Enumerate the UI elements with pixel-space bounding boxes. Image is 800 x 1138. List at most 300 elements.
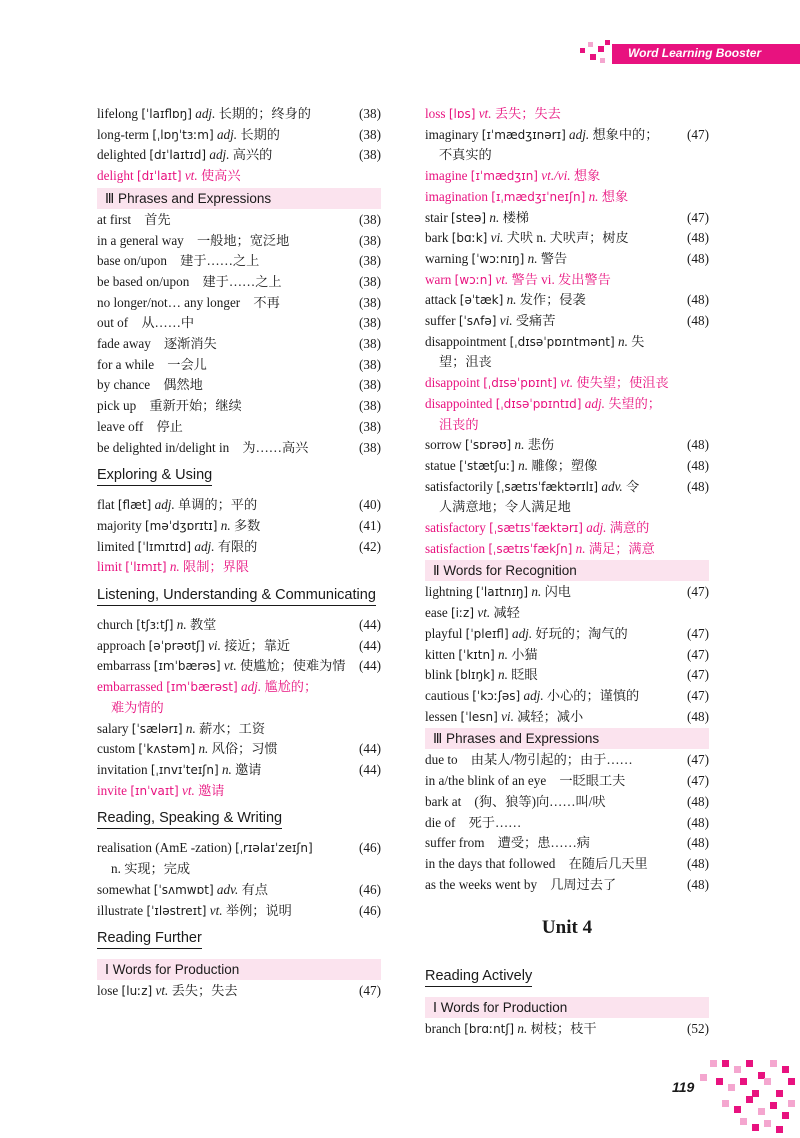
pixel-decoration	[770, 1060, 777, 1067]
phrase-entry	[97, 417, 381, 438]
part-of-speech: n.	[176, 617, 187, 633]
phrase-entry	[425, 750, 709, 771]
phonetic: [ˌsætɪsˈfækʃn]	[488, 541, 573, 556]
meaning: 树枝；枝干	[530, 1021, 597, 1037]
page-ref: (42)	[359, 538, 381, 554]
phonetic: [ɪˌmædʒɪˈneɪʃn]	[491, 189, 586, 204]
meaning-continued: 人满意地；令人满足地	[439, 499, 571, 515]
headword: church	[97, 617, 133, 633]
part-of-speech: vt.	[560, 375, 574, 391]
page-ref: (47)	[687, 625, 709, 641]
headword: blink	[425, 667, 453, 683]
headword: stair	[425, 209, 448, 225]
part-of-speech: n.	[517, 1021, 528, 1037]
meaning: 楼梯	[502, 209, 529, 225]
word-entry	[425, 270, 709, 291]
phrase-text: suffer from 遭受；患……病	[425, 835, 590, 851]
phonetic: [ˈɪləstreɪt]	[146, 903, 207, 918]
entry-text	[97, 104, 347, 125]
phonetic: [ˌdɪsəˈpɒɪnt]	[483, 376, 557, 391]
entry-text	[97, 145, 347, 166]
headword: imaginary	[425, 126, 479, 142]
page-ref: (48)	[687, 478, 709, 494]
page-ref: (38)	[359, 211, 381, 227]
page-ref: (48)	[687, 876, 709, 892]
meaning: 令	[626, 478, 640, 494]
meaning: 想象	[601, 188, 629, 204]
meaning: 单调的；平的	[178, 497, 258, 513]
pixel-decoration	[722, 1100, 729, 1107]
phrase-entry	[97, 272, 381, 293]
phrase-entry	[97, 210, 381, 231]
page-ref: (48)	[687, 855, 709, 871]
headword: illustrate	[97, 902, 144, 918]
headword: suffer	[425, 313, 456, 329]
phonetic: [ˌlɒŋˈtɜːm]	[152, 127, 214, 142]
headword: disappointed	[425, 395, 493, 411]
phonetic: [ˈkɔːʃəs]	[472, 688, 521, 703]
phrase-entry	[97, 438, 381, 459]
section-reading-actively: Reading Actively	[425, 967, 532, 987]
entry-text	[97, 656, 347, 677]
meaning-continued: 望；沮丧	[439, 354, 492, 370]
phrase-entry	[425, 833, 709, 854]
part-of-speech: adj.	[216, 126, 238, 142]
meaning: 尴尬的；	[264, 679, 318, 695]
pixel-decoration	[710, 1060, 717, 1067]
page-ref: (48)	[687, 230, 709, 246]
phonetic: [ˈwɔːnɪŋ]	[471, 251, 525, 266]
entry-text	[425, 373, 675, 394]
part-of-speech: n.	[617, 333, 628, 349]
word-entry	[425, 332, 709, 373]
headword: long-term	[97, 126, 150, 142]
part-of-speech: adv.	[216, 881, 239, 897]
page-ref: (48)	[687, 437, 709, 453]
pixel-decoration	[722, 1060, 729, 1067]
meaning: 受痛苦	[515, 313, 556, 329]
entry-text	[97, 166, 347, 187]
entry-text	[425, 332, 675, 353]
part-of-speech: vi.	[490, 230, 504, 246]
word-entry	[97, 125, 381, 146]
unit-title: Unit 4	[541, 917, 593, 939]
phonetic: [ˈsɒrəʊ]	[464, 438, 512, 453]
phonetic: [luːz]	[121, 984, 153, 999]
page-ref: (38)	[359, 253, 381, 269]
word-entry	[425, 477, 709, 518]
phrase-entry	[425, 792, 709, 813]
phonetic: [ˈkɪtn]	[458, 647, 495, 662]
phonetic: [ɪnˈvaɪt]	[130, 783, 179, 798]
pixel-decoration	[752, 1090, 759, 1097]
headword: playful	[425, 625, 463, 641]
word-entry	[425, 435, 709, 456]
phrase-text: fade away 逐渐消失	[97, 336, 217, 352]
meaning: 警告 vi. 发出警告	[511, 271, 611, 287]
entry-text	[425, 187, 675, 208]
phonetic: [ɪmˈbærəst]	[166, 680, 238, 695]
phonetic: [bɑːk]	[451, 231, 488, 246]
band-production: Ⅰ Words for Production	[425, 997, 709, 1018]
pixel-decoration	[605, 40, 610, 45]
meaning: 丢失；失去	[494, 106, 561, 121]
meaning: 邀请	[235, 761, 262, 777]
entry-text	[425, 624, 675, 645]
entry-text	[425, 707, 675, 728]
phrase-entry	[97, 334, 381, 355]
meaning: 好玩的；淘气的	[535, 625, 628, 641]
meaning: 教堂	[189, 617, 217, 633]
section-further: Reading Further	[97, 929, 202, 949]
headword: satisfactory	[425, 520, 486, 536]
meaning: 使失望；使沮丧	[576, 375, 669, 391]
entry-text	[425, 645, 675, 666]
headword: statue	[425, 457, 456, 473]
word-entry	[97, 615, 381, 636]
headword: embarrass	[97, 658, 151, 674]
phonetic: [dɪˈlaɪt]	[136, 169, 182, 184]
page-ref: (38)	[359, 439, 381, 455]
page-ref: (52)	[687, 1021, 709, 1037]
phrase-text: at first 首先	[97, 211, 171, 227]
part-of-speech: n.	[527, 250, 538, 266]
meaning: 满意的	[609, 520, 650, 536]
meaning: 长期的	[240, 126, 280, 142]
phrase-text: due to 由某人/物引起的；由于……	[425, 752, 633, 768]
band-production: Ⅰ Words for Production	[97, 959, 381, 980]
header-banner	[560, 38, 800, 68]
band-phrases: Ⅲ Phrases and Expressions	[425, 728, 709, 749]
page-ref: (47)	[687, 667, 709, 683]
headword: lessen	[425, 708, 458, 724]
entry-text	[97, 557, 347, 578]
part-of-speech: adj.	[584, 395, 605, 411]
page-ref: (44)	[359, 658, 381, 674]
entry-text	[97, 838, 347, 859]
pixel-decoration	[746, 1096, 753, 1103]
pixel-decoration	[788, 1100, 795, 1107]
phrase-entry	[425, 771, 709, 792]
pixel-decoration	[716, 1078, 723, 1085]
word-entry	[425, 208, 709, 229]
word-entry	[425, 582, 709, 603]
part-of-speech: n.	[514, 437, 525, 453]
page-ref: (48)	[687, 793, 709, 809]
headword: disappoint	[425, 375, 480, 391]
left-column	[97, 104, 381, 1002]
meaning: 悲伤	[527, 437, 555, 453]
entry-text	[425, 518, 675, 539]
part-of-speech: adj.	[194, 538, 215, 554]
meaning: 眨眼	[511, 667, 538, 683]
part-of-speech: adj.	[511, 625, 533, 641]
part-of-speech: n.	[498, 646, 508, 662]
entry-text	[425, 686, 675, 707]
word-entry	[97, 166, 381, 187]
entry-text	[97, 981, 347, 1002]
phonetic: [ˌrɪəlaɪˈzeɪʃn]	[235, 841, 313, 856]
meaning-continued: 不真实的	[439, 147, 492, 163]
part-of-speech: vt./vi.	[541, 168, 571, 184]
entry-text	[97, 760, 347, 781]
entry-text	[97, 636, 347, 657]
meaning: 发作；侵袭	[519, 292, 586, 308]
pixel-decoration	[580, 48, 585, 53]
page-ref: (38)	[359, 126, 381, 142]
headword: attack	[425, 292, 457, 308]
headword: salary	[97, 720, 129, 736]
headword: cautious	[425, 687, 469, 703]
pixel-decoration	[782, 1112, 789, 1119]
headword: delighted	[97, 147, 147, 163]
meaning: 小猫	[511, 646, 538, 662]
meaning: 风俗；习惯	[211, 741, 278, 757]
part-of-speech: adj.	[523, 687, 544, 703]
meaning-continued: n. 实现；完成	[111, 861, 191, 877]
entry-text	[425, 582, 675, 603]
part-of-speech: n.	[518, 457, 529, 473]
meaning: 接近；靠近	[224, 637, 291, 653]
phonetic: [dɪˈlaɪtɪd]	[149, 148, 207, 163]
entry-text	[97, 719, 347, 740]
meaning: 邀请	[198, 782, 225, 798]
phrase-text: be based on/upon 建于……之上	[97, 273, 282, 289]
page-ref: (47)	[687, 773, 709, 789]
headword: sorrow	[425, 437, 462, 453]
part-of-speech: adj.	[195, 106, 216, 121]
page-ref: (38)	[359, 418, 381, 434]
word-entry	[97, 557, 381, 578]
entry-text	[97, 739, 347, 760]
meaning: 使高兴	[200, 168, 241, 184]
entry-text	[425, 394, 675, 415]
phonetic: [ˌdɪsəˈpɒɪntmənt]	[509, 334, 615, 349]
headword: embarrassed	[97, 679, 163, 695]
word-entry	[97, 760, 381, 781]
meaning: 闪电	[544, 584, 571, 600]
part-of-speech: vt.	[477, 605, 491, 621]
headword: lightning	[425, 584, 473, 600]
pixel-decoration	[740, 1118, 747, 1125]
word-entry	[425, 1019, 709, 1040]
phrase-entry	[97, 355, 381, 376]
part-of-speech: n.	[169, 559, 180, 575]
page-ref: (44)	[359, 761, 381, 777]
word-entry	[97, 677, 381, 718]
phrase-entry	[425, 854, 709, 875]
headword: kitten	[425, 646, 456, 662]
pixel-decoration	[734, 1066, 741, 1073]
word-entry	[97, 145, 381, 166]
pixel-decoration	[700, 1074, 707, 1081]
phrase-entry	[425, 875, 709, 896]
phonetic: [ˌdɪsəˈpɒɪntɪd]	[495, 396, 582, 411]
word-entry	[97, 838, 381, 879]
pixel-decoration	[590, 54, 596, 60]
page-ref: (38)	[359, 336, 381, 352]
headword: invitation	[97, 761, 148, 777]
meaning-continued: 难为情的	[111, 699, 164, 715]
section-exploring: Exploring & Using	[97, 466, 212, 486]
phonetic: [ɪmˈbærəs]	[153, 659, 221, 674]
entry-text	[425, 166, 675, 187]
headword: limit	[97, 559, 122, 575]
phrase-text: leave off 停止	[97, 418, 183, 434]
word-entry	[97, 516, 381, 537]
entry-text	[425, 208, 675, 229]
page-ref: (48)	[687, 292, 709, 308]
word-entry	[425, 624, 709, 645]
part-of-speech: vt.	[184, 168, 198, 184]
meaning: 减轻；减小	[517, 708, 584, 724]
phonetic: [wɔːn]	[454, 272, 493, 287]
part-of-speech: vt.	[223, 658, 237, 674]
phrase-text: by chance 偶然地	[97, 377, 203, 393]
headword: imagine	[425, 168, 468, 184]
entry-text	[425, 539, 675, 560]
page-number: 119	[672, 1079, 695, 1095]
headword: limited	[97, 538, 135, 554]
pixel-decoration	[788, 1078, 795, 1085]
pixel-decoration	[782, 1066, 789, 1073]
page-ref: (38)	[359, 273, 381, 289]
word-entry	[97, 880, 381, 901]
word-entry	[97, 495, 381, 516]
entry-text	[425, 270, 675, 291]
page-ref: (41)	[359, 517, 381, 533]
meaning: 多数	[233, 517, 261, 533]
phrase-entry	[97, 293, 381, 314]
phonetic: [ˌsætɪsˈfæktərɪ]	[489, 521, 583, 536]
page-ref: (38)	[359, 398, 381, 414]
part-of-speech: vi.	[499, 313, 513, 329]
headword: lose	[97, 983, 119, 999]
pixel-decoration	[770, 1102, 777, 1109]
entry-text	[425, 249, 675, 270]
headword: majority	[97, 517, 142, 533]
headword: satisfactorily	[425, 478, 494, 494]
part-of-speech: vt.	[182, 782, 195, 798]
word-entry	[97, 104, 381, 125]
phonetic: [ˈstætʃuː]	[459, 458, 515, 473]
phonetic: [lɒs]	[448, 107, 476, 121]
meaning: 减轻	[493, 605, 520, 621]
page-ref: (46)	[359, 840, 381, 856]
entry-text	[425, 228, 675, 249]
part-of-speech: n.	[489, 209, 500, 225]
entry-text	[425, 435, 675, 456]
phrase-text: no longer/not… any longer 不再	[97, 294, 280, 310]
pixel-decoration	[588, 42, 593, 47]
meaning: 失望的；	[608, 395, 661, 411]
page-ref: (48)	[687, 708, 709, 724]
part-of-speech: adj.	[209, 147, 230, 163]
part-of-speech: vt.	[209, 902, 223, 918]
headword: realisation (AmE -zation)	[97, 840, 232, 856]
right-column	[425, 104, 709, 1040]
word-entry	[97, 537, 381, 558]
headword: warn	[425, 271, 452, 287]
page-ref: (48)	[687, 814, 709, 830]
part-of-speech: adv.	[601, 478, 623, 494]
phrase-text: for a while 一会儿	[97, 356, 207, 372]
headword: imagination	[425, 188, 488, 204]
page-ref: (38)	[359, 315, 381, 331]
phrase-text: in a/the blink of an eye 一眨眼工夫	[425, 773, 626, 789]
pixel-decoration	[598, 46, 604, 52]
meaning: 想象中的；	[592, 126, 659, 142]
headword: approach	[97, 637, 146, 653]
entry-text	[97, 880, 347, 901]
word-entry	[97, 901, 381, 922]
page-ref: (47)	[359, 983, 381, 999]
page-ref: (38)	[359, 232, 381, 248]
entry-text	[97, 537, 347, 558]
page-ref: (44)	[359, 617, 381, 633]
page-ref: (38)	[359, 106, 381, 121]
word-entry	[97, 636, 381, 657]
page-ref: (47)	[687, 687, 709, 703]
phonetic: [blɪŋk]	[455, 668, 495, 683]
headword: somewhat	[97, 881, 151, 897]
page-ref: (47)	[687, 646, 709, 662]
word-entry	[97, 781, 381, 802]
part-of-speech: n.	[498, 667, 508, 683]
part-of-speech: vt.	[495, 271, 509, 287]
part-of-speech: adj.	[154, 497, 175, 513]
word-entry	[97, 719, 381, 740]
phonetic: [flæt]	[117, 498, 152, 513]
pixel-decoration	[734, 1106, 741, 1113]
meaning: 丢失；失去	[171, 983, 238, 999]
page-ref: (48)	[687, 313, 709, 329]
entry-text	[97, 677, 347, 698]
meaning: 长期的；终身的	[218, 106, 311, 121]
word-entry	[425, 456, 709, 477]
meaning: 小心的；谨慎的	[546, 687, 640, 703]
word-entry	[425, 104, 709, 125]
word-entry	[97, 656, 381, 677]
word-entry	[425, 686, 709, 707]
word-entry	[425, 311, 709, 332]
pixel-decoration	[746, 1060, 753, 1067]
meaning: 失	[631, 333, 645, 349]
phonetic: [ˈlɪmɪt]	[125, 560, 167, 575]
headword: ease	[425, 605, 448, 621]
phrase-text: in the days that followed 在随后几天里	[425, 855, 648, 871]
headword: bark	[425, 230, 449, 246]
entry-text	[97, 495, 347, 516]
phonetic: [ˈsʌfə]	[458, 314, 497, 329]
word-entry	[97, 981, 381, 1002]
pixel-decoration	[740, 1078, 747, 1085]
phonetic: [brɑːntʃ]	[464, 1022, 515, 1037]
phrase-text: die of 死于……	[425, 814, 522, 830]
page-ref: (46)	[359, 902, 381, 918]
page-ref: (47)	[687, 209, 709, 225]
phrase-text: base on/upon 建于……之上	[97, 253, 260, 269]
page-ref: (44)	[359, 637, 381, 653]
pixel-decoration	[728, 1084, 735, 1091]
phonetic: [iːz]	[451, 606, 475, 621]
word-entry	[425, 249, 709, 270]
word-entry	[425, 603, 709, 624]
meaning: 有限的	[217, 538, 258, 554]
page-ref: (38)	[359, 377, 381, 393]
page-ref: (47)	[687, 126, 709, 142]
meaning: 举例；说明	[225, 902, 292, 918]
